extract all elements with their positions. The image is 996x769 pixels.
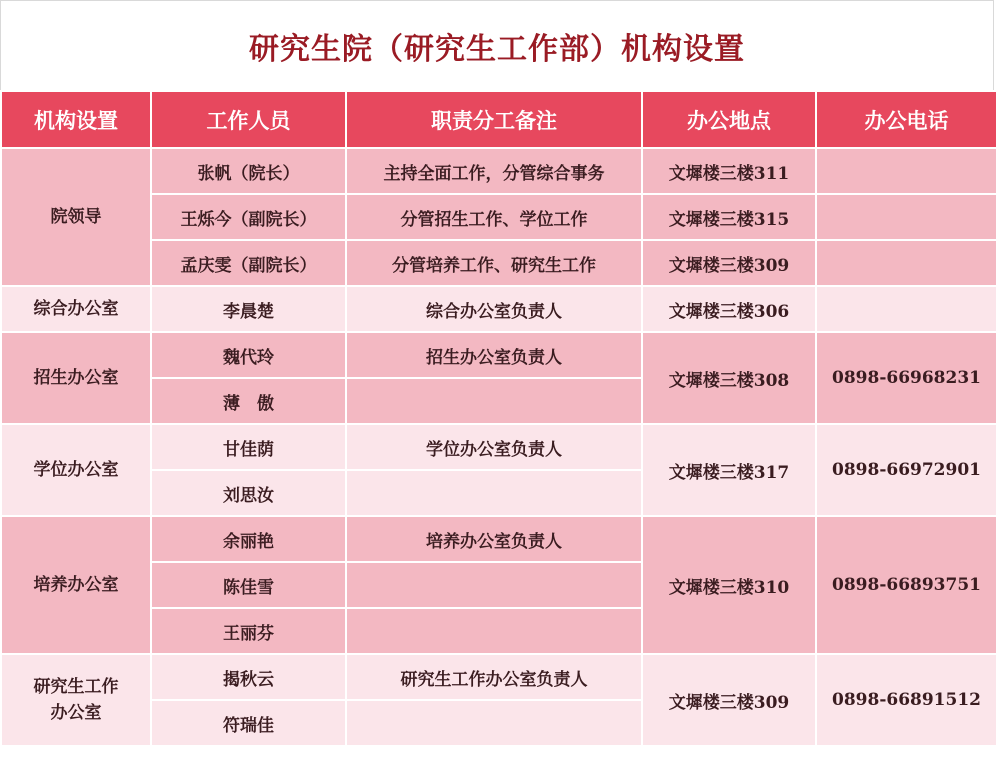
office-location: 文墀楼三楼306 [642, 286, 816, 332]
duty-note: 培养办公室负责人 [346, 516, 642, 562]
duty-note [346, 700, 642, 746]
department-name: 招生办公室 [1, 332, 151, 424]
duty-note: 招生办公室负责人 [346, 332, 642, 378]
duty-note [346, 608, 642, 654]
department-name: 学位办公室 [1, 424, 151, 516]
staff-name: 甘佳荫 [151, 424, 346, 470]
office-phone [816, 148, 996, 194]
header-department: 机构设置 [1, 91, 151, 148]
duty-note: 综合办公室负责人 [346, 286, 642, 332]
staff-name: 李晨楚 [151, 286, 346, 332]
duty-note: 主持全面工作，分管综合事务 [346, 148, 642, 194]
office-phone: 0898-66893751 [816, 516, 996, 654]
staff-name: 揭秋云 [151, 654, 346, 700]
staff-name: 孟庆雯（副院长） [151, 240, 346, 286]
table-header-row [1, 91, 996, 148]
duty-note: 分管培养工作、研究生工作 [346, 240, 642, 286]
staff-name: 王丽芬 [151, 608, 346, 654]
office-phone: 0898-66972901 [816, 424, 996, 516]
duty-note [346, 470, 642, 516]
title-bar [0, 0, 994, 90]
office-location: 文墀楼三楼309 [642, 240, 816, 286]
duty-note: 学位办公室负责人 [346, 424, 642, 470]
org-table [0, 90, 996, 747]
office-location: 文墀楼三楼315 [642, 194, 816, 240]
table-row [1, 194, 996, 240]
staff-name: 薄 傲 [151, 378, 346, 424]
table-row [1, 286, 996, 332]
staff-name: 符瑞佳 [151, 700, 346, 746]
staff-name: 刘思汝 [151, 470, 346, 516]
department-name: 培养办公室 [1, 516, 151, 654]
duty-note [346, 378, 642, 424]
office-phone [816, 286, 996, 332]
duty-note [346, 562, 642, 608]
header-location: 办公地点 [642, 91, 816, 148]
header-phone: 办公电话 [816, 91, 996, 148]
staff-name: 魏代玲 [151, 332, 346, 378]
header-staff: 工作人员 [151, 91, 346, 148]
table-row [1, 516, 996, 562]
office-location: 文墀楼三楼317 [642, 424, 816, 516]
page-title: 研究生院（研究生工作部）机构设置 [249, 31, 745, 67]
department-name: 综合办公室 [1, 286, 151, 332]
table-row [1, 148, 996, 194]
department-name: 研究生工作 办公室 [1, 654, 151, 746]
office-phone: 0898-66968231 [816, 332, 996, 424]
office-phone [816, 240, 996, 286]
staff-name: 余丽艳 [151, 516, 346, 562]
table-row [1, 240, 996, 286]
duty-note: 研究生工作办公室负责人 [346, 654, 642, 700]
office-location: 文墀楼三楼311 [642, 148, 816, 194]
office-location: 文墀楼三楼309 [642, 654, 816, 746]
staff-name: 陈佳雪 [151, 562, 346, 608]
table-row [1, 424, 996, 470]
header-duty: 职责分工备注 [346, 91, 642, 148]
table-row [1, 332, 996, 378]
office-location: 文墀楼三楼308 [642, 332, 816, 424]
office-location: 文墀楼三楼310 [642, 516, 816, 654]
department-name: 院领导 [1, 148, 151, 286]
office-phone: 0898-66891512 [816, 654, 996, 746]
staff-name: 王烁今（副院长） [151, 194, 346, 240]
table-row [1, 654, 996, 700]
office-phone [816, 194, 996, 240]
staff-name: 张帆（院长） [151, 148, 346, 194]
duty-note: 分管招生工作、学位工作 [346, 194, 642, 240]
